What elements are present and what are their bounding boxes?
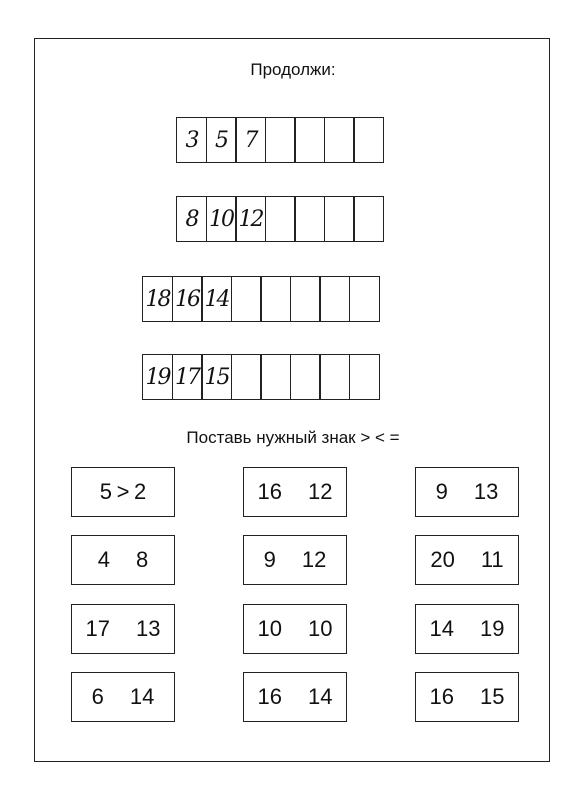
sequence-number-cell: 3 bbox=[176, 117, 207, 163]
sequence-number-cell: 14 bbox=[201, 276, 232, 322]
comparison-right-number: 2 bbox=[134, 479, 147, 504]
comparison-box bbox=[415, 535, 519, 585]
comparison-right-number: 15 bbox=[480, 684, 505, 709]
sequence-number-cell: 17 bbox=[172, 354, 203, 400]
sequence-number-cell: 16 bbox=[172, 276, 203, 322]
comparison-right-number: 13 bbox=[473, 479, 499, 504]
sequence-empty-cell[interactable] bbox=[290, 276, 321, 322]
sequence-empty-cell[interactable] bbox=[265, 117, 296, 163]
sequence-number-cell: 18 bbox=[142, 276, 173, 322]
comparison-box bbox=[415, 672, 519, 722]
sequence-number-cell: 7 bbox=[235, 117, 266, 163]
sequence-number-cell: 12 bbox=[235, 196, 266, 242]
sequence-row-1 bbox=[176, 117, 383, 163]
sequence-number-cell: 8 bbox=[176, 196, 207, 242]
comparison-left-number: 17 bbox=[85, 616, 110, 641]
comparison-box bbox=[243, 467, 347, 517]
sequence-empty-cell[interactable] bbox=[324, 196, 355, 242]
comparison-box bbox=[243, 672, 347, 722]
sequence-empty-cell[interactable] bbox=[319, 354, 350, 400]
comparison-box bbox=[71, 604, 175, 654]
sequence-empty-cell[interactable] bbox=[290, 354, 321, 400]
sequence-empty-cell[interactable] bbox=[260, 276, 291, 322]
sequence-empty-cell[interactable] bbox=[294, 196, 325, 242]
comparison-right-number: 14 bbox=[129, 684, 155, 709]
comparison-instruction: Поставь нужный знак > < = bbox=[186, 428, 400, 447]
comparison-box bbox=[415, 467, 519, 517]
comparison-box bbox=[71, 467, 175, 517]
sequence-row-2 bbox=[176, 196, 383, 242]
sequence-number-cell: 15 bbox=[201, 354, 232, 400]
sequence-row-3 bbox=[142, 276, 378, 322]
comparison-right-number: 8 bbox=[136, 547, 149, 572]
comparison-left-number: 16 bbox=[257, 684, 282, 709]
sequence-empty-cell[interactable] bbox=[265, 196, 296, 242]
comparison-right-number: 19 bbox=[480, 616, 505, 641]
comparison-box bbox=[71, 672, 175, 722]
comparison-left-number: 9 bbox=[435, 479, 448, 504]
comparison-left-number: 4 bbox=[97, 547, 110, 572]
comparison-box bbox=[415, 604, 519, 654]
comparison-left-number: 14 bbox=[429, 616, 454, 641]
comparison-left-number: 10 bbox=[257, 616, 282, 641]
comparison-left-number: 9 bbox=[263, 547, 276, 572]
comparison-right-number: 11 bbox=[480, 547, 504, 572]
sequence-empty-cell[interactable] bbox=[294, 117, 325, 163]
comparison-left-number: 16 bbox=[429, 684, 454, 709]
comparison-right-number: 13 bbox=[136, 616, 161, 641]
sequence-number-cell: 19 bbox=[142, 354, 173, 400]
sequence-empty-cell[interactable] bbox=[260, 354, 291, 400]
comparison-box bbox=[243, 535, 347, 585]
comparison-box bbox=[243, 604, 347, 654]
comparison-left-number: 16 bbox=[257, 479, 282, 504]
comparison-right-number: 10 bbox=[308, 616, 333, 641]
comparison-left-number: 20 bbox=[430, 547, 455, 572]
sequence-empty-cell[interactable] bbox=[349, 354, 380, 400]
comparison-right-number: 12 bbox=[301, 547, 327, 572]
sequence-empty-cell[interactable] bbox=[319, 276, 350, 322]
sequence-empty-cell[interactable] bbox=[324, 117, 355, 163]
sequence-empty-cell[interactable] bbox=[353, 117, 384, 163]
page-title: Продолжи: bbox=[250, 60, 336, 79]
sequence-row-4 bbox=[142, 354, 378, 400]
comparison-right-number: 12 bbox=[308, 479, 333, 504]
comparison-box bbox=[71, 535, 175, 585]
sequence-number-cell: 10 bbox=[206, 196, 237, 242]
sequence-empty-cell[interactable] bbox=[231, 276, 262, 322]
comparison-left-number: 5 bbox=[99, 479, 112, 504]
comparison-right-number: 14 bbox=[308, 684, 333, 709]
sequence-empty-cell[interactable] bbox=[231, 354, 262, 400]
comparison-sign-slot[interactable]: > bbox=[116, 479, 130, 504]
comparison-left-number: 6 bbox=[91, 684, 104, 709]
sequence-empty-cell[interactable] bbox=[349, 276, 380, 322]
sequence-number-cell: 5 bbox=[206, 117, 237, 163]
sequence-empty-cell[interactable] bbox=[353, 196, 384, 242]
